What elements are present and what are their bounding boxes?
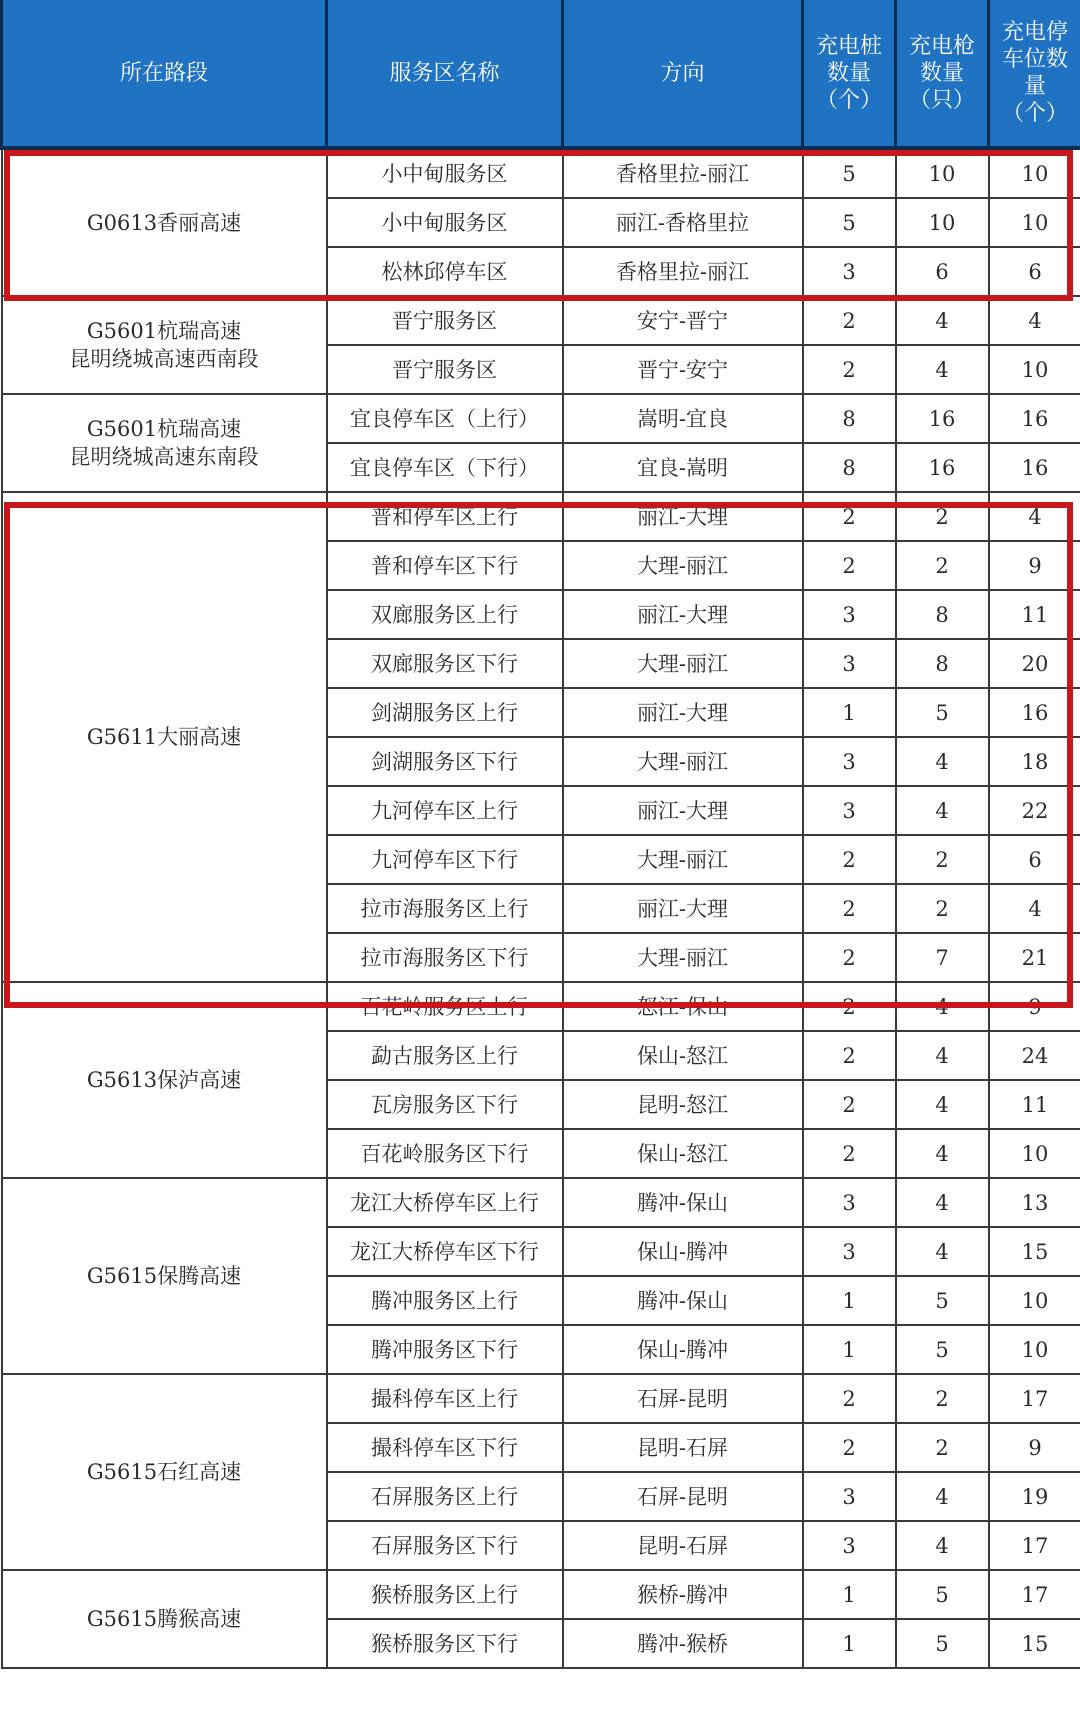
parking-spaces-cell: 10 (989, 1325, 1080, 1374)
charging-piles-cell: 2 (803, 345, 896, 394)
header-row (2, 0, 1080, 148)
parking-spaces-cell: 6 (989, 835, 1080, 884)
direction-cell: 猴桥-腾冲 (563, 1570, 803, 1619)
charging-guns-cell: 5 (896, 1619, 989, 1668)
charging-guns-cell: 2 (896, 1423, 989, 1472)
service-area-name-cell: 剑湖服务区上行 (327, 688, 563, 737)
direction-cell: 丽江-大理 (563, 884, 803, 933)
charging-piles-cell: 3 (803, 247, 896, 296)
direction-cell: 石屏-昆明 (563, 1374, 803, 1423)
charging-guns-cell: 4 (896, 737, 989, 786)
charging-piles-cell: 3 (803, 1178, 896, 1227)
charging-guns-cell: 4 (896, 1521, 989, 1570)
charging-guns-cell: 8 (896, 590, 989, 639)
service-area-name-cell: 百花岭服务区下行 (327, 1129, 563, 1178)
charging-piles-cell: 3 (803, 590, 896, 639)
service-area-name-cell: 九河停车区上行 (327, 786, 563, 835)
service-area-name-cell: 拉市海服务区下行 (327, 933, 563, 982)
parking-spaces-cell: 15 (989, 1619, 1080, 1668)
service-area-name-cell: 宜良停车区（下行） (327, 443, 563, 492)
parking-spaces-cell: 22 (989, 786, 1080, 835)
direction-cell: 保山-怒江 (563, 1129, 803, 1178)
table-row (2, 148, 1080, 198)
parking-spaces-cell: 9 (989, 541, 1080, 590)
charging-guns-cell: 5 (896, 1276, 989, 1325)
table-row (2, 1570, 1080, 1619)
table-row (2, 296, 1080, 345)
parking-spaces-cell: 19 (989, 1472, 1080, 1521)
charging-guns-cell: 2 (896, 884, 989, 933)
direction-cell: 昆明-怒江 (563, 1080, 803, 1129)
header-charging-piles: 充电桩 数量 （个） (803, 0, 896, 148)
direction-cell: 香格里拉-丽江 (563, 148, 803, 198)
service-area-name-cell: 瓦房服务区下行 (327, 1080, 563, 1129)
charging-piles-cell: 1 (803, 1619, 896, 1668)
header-route-section: 所在路段 (2, 0, 327, 148)
table-row (2, 1374, 1080, 1423)
direction-cell: 宜良-嵩明 (563, 443, 803, 492)
direction-cell: 保山-腾冲 (563, 1325, 803, 1374)
service-area-name-cell: 撮科停车区下行 (327, 1423, 563, 1472)
service-area-name-cell: 猴桥服务区上行 (327, 1570, 563, 1619)
charging-piles-cell: 2 (803, 492, 896, 541)
direction-cell: 保山-腾冲 (563, 1227, 803, 1276)
charging-guns-cell: 2 (896, 492, 989, 541)
direction-cell: 保山-怒江 (563, 1031, 803, 1080)
charging-piles-cell: 3 (803, 1521, 896, 1570)
charging-piles-cell: 8 (803, 394, 896, 443)
charging-guns-cell: 2 (896, 1374, 989, 1423)
direction-cell: 大理-丽江 (563, 737, 803, 786)
service-area-name-cell: 双廊服务区上行 (327, 590, 563, 639)
charging-guns-cell: 16 (896, 443, 989, 492)
charging-piles-cell: 5 (803, 198, 896, 247)
charging-guns-cell: 4 (896, 1129, 989, 1178)
direction-cell: 昆明-石屏 (563, 1521, 803, 1570)
parking-spaces-cell: 16 (989, 394, 1080, 443)
charging-guns-cell: 2 (896, 835, 989, 884)
direction-cell: 大理-丽江 (563, 835, 803, 884)
charging-piles-cell: 1 (803, 1570, 896, 1619)
service-area-name-cell: 小中甸服务区 (327, 148, 563, 198)
charging-piles-cell: 3 (803, 1227, 896, 1276)
charging-guns-cell: 10 (896, 198, 989, 247)
charging-piles-cell: 1 (803, 1276, 896, 1325)
header-charging-guns: 充电枪 数量 （只） (896, 0, 989, 148)
charging-guns-cell: 5 (896, 688, 989, 737)
parking-spaces-cell: 10 (989, 1276, 1080, 1325)
table-row (2, 1178, 1080, 1227)
service-area-name-cell: 腾冲服务区下行 (327, 1325, 563, 1374)
service-area-name-cell: 松林邱停车区 (327, 247, 563, 296)
charging-guns-cell: 8 (896, 639, 989, 688)
parking-spaces-cell: 17 (989, 1374, 1080, 1423)
charging-guns-cell: 4 (896, 1178, 989, 1227)
route-section-cell: G0613香丽高速 (2, 148, 327, 296)
header-parking-spaces: 充电停 车位数 量 （个） (989, 0, 1080, 148)
charging-guns-cell: 4 (896, 296, 989, 345)
charging-guns-cell: 7 (896, 933, 989, 982)
direction-cell: 安宁-晋宁 (563, 296, 803, 345)
charging-guns-cell: 4 (896, 786, 989, 835)
direction-cell: 昆明-石屏 (563, 1423, 803, 1472)
table-row (2, 982, 1080, 1031)
charging-piles-cell: 2 (803, 1080, 896, 1129)
header-direction: 方向 (563, 0, 803, 148)
parking-spaces-cell: 9 (989, 982, 1080, 1031)
charging-guns-cell: 4 (896, 1472, 989, 1521)
parking-spaces-cell: 13 (989, 1178, 1080, 1227)
direction-cell: 丽江-香格里拉 (563, 198, 803, 247)
route-section-cell: G5601杭瑞高速 昆明绕城高速东南段 (2, 394, 327, 492)
service-area-name-cell: 龙江大桥停车区下行 (327, 1227, 563, 1276)
parking-spaces-cell: 16 (989, 443, 1080, 492)
service-area-name-cell: 石屏服务区上行 (327, 1472, 563, 1521)
route-section-cell: G5601杭瑞高速 昆明绕城高速西南段 (2, 296, 327, 394)
charging-piles-cell: 3 (803, 639, 896, 688)
route-section-cell: G5611大丽高速 (2, 492, 327, 982)
direction-cell: 大理-丽江 (563, 639, 803, 688)
direction-cell: 石屏-昆明 (563, 1472, 803, 1521)
parking-spaces-cell: 4 (989, 296, 1080, 345)
table-header (2, 0, 1080, 148)
route-section-cell: G5613保泸高速 (2, 982, 327, 1178)
parking-spaces-cell: 11 (989, 1080, 1080, 1129)
service-area-name-cell: 拉市海服务区上行 (327, 884, 563, 933)
charging-guns-cell: 2 (896, 541, 989, 590)
parking-spaces-cell: 15 (989, 1227, 1080, 1276)
direction-cell: 腾冲-保山 (563, 1178, 803, 1227)
charging-piles-cell: 2 (803, 1374, 896, 1423)
service-area-name-cell: 勐古服务区上行 (327, 1031, 563, 1080)
table-row (2, 394, 1080, 443)
service-area-name-cell: 普和停车区上行 (327, 492, 563, 541)
service-area-name-cell: 剑湖服务区下行 (327, 737, 563, 786)
service-area-name-cell: 石屏服务区下行 (327, 1521, 563, 1570)
parking-spaces-cell: 4 (989, 884, 1080, 933)
direction-cell: 丽江-大理 (563, 786, 803, 835)
service-area-name-cell: 九河停车区下行 (327, 835, 563, 884)
charging-piles-cell: 2 (803, 1423, 896, 1472)
direction-cell: 丽江-大理 (563, 688, 803, 737)
charging-guns-cell: 4 (896, 345, 989, 394)
parking-spaces-cell: 24 (989, 1031, 1080, 1080)
service-area-name-cell: 百花岭服务区上行 (327, 982, 563, 1031)
parking-spaces-cell: 10 (989, 148, 1080, 198)
parking-spaces-cell: 17 (989, 1570, 1080, 1619)
parking-spaces-cell: 21 (989, 933, 1080, 982)
direction-cell: 大理-丽江 (563, 933, 803, 982)
service-area-name-cell: 普和停车区下行 (327, 541, 563, 590)
direction-cell: 怒江-保山 (563, 982, 803, 1031)
charging-piles-cell: 2 (803, 1129, 896, 1178)
table-row (2, 492, 1080, 541)
direction-cell: 腾冲-猴桥 (563, 1619, 803, 1668)
charging-guns-cell: 5 (896, 1570, 989, 1619)
route-section-cell: G5615保腾高速 (2, 1178, 327, 1374)
service-area-name-cell: 猴桥服务区下行 (327, 1619, 563, 1668)
parking-spaces-cell: 17 (989, 1521, 1080, 1570)
charging-piles-cell: 1 (803, 688, 896, 737)
charging-piles-cell: 2 (803, 982, 896, 1031)
parking-spaces-cell: 10 (989, 198, 1080, 247)
charging-piles-cell: 2 (803, 835, 896, 884)
direction-cell: 腾冲-保山 (563, 1276, 803, 1325)
charging-piles-cell: 2 (803, 541, 896, 590)
parking-spaces-cell: 10 (989, 1129, 1080, 1178)
service-area-name-cell: 双廊服务区下行 (327, 639, 563, 688)
route-section-cell: G5615石红高速 (2, 1374, 327, 1570)
charging-guns-cell: 5 (896, 1325, 989, 1374)
parking-spaces-cell: 6 (989, 247, 1080, 296)
charging-piles-cell: 3 (803, 1472, 896, 1521)
charging-guns-cell: 4 (896, 1227, 989, 1276)
service-area-name-cell: 龙江大桥停车区上行 (327, 1178, 563, 1227)
charging-piles-cell: 2 (803, 884, 896, 933)
charging-guns-cell: 4 (896, 1031, 989, 1080)
charging-guns-cell: 10 (896, 148, 989, 198)
direction-cell: 丽江-大理 (563, 590, 803, 639)
route-section-cell: G5615腾猴高速 (2, 1570, 327, 1668)
charging-piles-cell: 5 (803, 148, 896, 198)
charging-piles-cell: 3 (803, 737, 896, 786)
service-area-name-cell: 晋宁服务区 (327, 345, 563, 394)
parking-spaces-cell: 10 (989, 345, 1080, 394)
charging-piles-cell: 2 (803, 296, 896, 345)
parking-spaces-cell: 9 (989, 1423, 1080, 1472)
direction-cell: 香格里拉-丽江 (563, 247, 803, 296)
charging-guns-cell: 4 (896, 1080, 989, 1129)
parking-spaces-cell: 4 (989, 492, 1080, 541)
parking-spaces-cell: 20 (989, 639, 1080, 688)
service-area-name-cell: 撮科停车区上行 (327, 1374, 563, 1423)
header-service-area-name: 服务区名称 (327, 0, 563, 148)
charging-piles-cell: 2 (803, 1031, 896, 1080)
table-body (2, 148, 1080, 1668)
charging-piles-cell: 3 (803, 786, 896, 835)
service-area-name-cell: 小中甸服务区 (327, 198, 563, 247)
service-area-name-cell: 腾冲服务区上行 (327, 1276, 563, 1325)
charging-guns-cell: 4 (896, 982, 989, 1031)
charging-piles-cell: 8 (803, 443, 896, 492)
charging-piles-cell: 1 (803, 1325, 896, 1374)
parking-spaces-cell: 16 (989, 688, 1080, 737)
parking-spaces-cell: 11 (989, 590, 1080, 639)
service-area-name-cell: 宜良停车区（上行） (327, 394, 563, 443)
direction-cell: 大理-丽江 (563, 541, 803, 590)
charging-guns-cell: 16 (896, 394, 989, 443)
direction-cell: 丽江-大理 (563, 492, 803, 541)
direction-cell: 晋宁-安宁 (563, 345, 803, 394)
parking-spaces-cell: 18 (989, 737, 1080, 786)
charging-guns-cell: 6 (896, 247, 989, 296)
direction-cell: 嵩明-宜良 (563, 394, 803, 443)
charging-piles-cell: 2 (803, 933, 896, 982)
service-area-name-cell: 晋宁服务区 (327, 296, 563, 345)
